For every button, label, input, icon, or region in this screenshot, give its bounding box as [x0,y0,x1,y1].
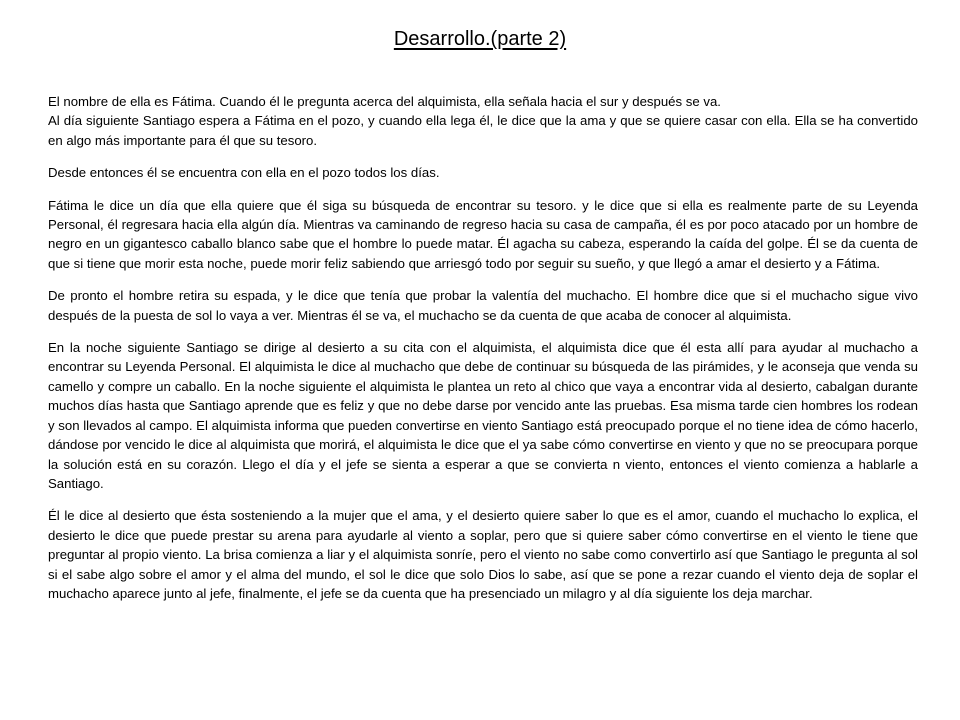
paragraph-spacer [48,493,918,506]
paragraph-7: Él le dice al desierto que ésta sosteniendo a la mujer que el ama, y el desierto quiere saber lo que es el amor, cuando el muchacho lo explica, el desierto le dice que puede prestar su arena para ayudarle al viento a soplar, pero que si quiere saber cómo convertirse en el viento le tiene que preguntar al propio viento. La brisa comienza a liar y el alquimista sonríe, pero el viento no sabe como convertirlo así que Santiago le pregunta al sol si el sabe algo sobre el amor y el alma del mundo, el sol le dice que solo Dios lo sabe, así que se pone a rezar cuando el viento deja de soplar el muchacho aparece junto al jefe, finalmente, el jefe se da cuenta que ha presenciado un milagro y al día siguiente los deja marchar. [48,508,918,601]
slide-title: Desarrollo.(parte 2) [393,28,567,50]
paragraph-4: Fátima le dice un día que ella quiere que él siga su búsqueda de encontrar su tesoro. y le dice que si ella es realmente parte de su Leyenda Personal, él regresara hacia ella algún día. Mientras va caminando de regreso hacia su casa de campaña, él es por poco atacado por un hombre de negro en un gigantesco caballo blanco sabe que el hombre lo puede matar. Él agacha su cabeza, esperando la caída del golpe. Él se da cuenta de que si tiene que morir esta noche, puede morir feliz sabiendo que arriesgó todo por seguir su sueño, y que llegó a amar el desierto y a Fátima. [48,197,918,271]
paragraph-2: Al día siguiente Santiago espera a Fátima en el pozo, y cuando ella lega él, le dice que la ama y que se quiere casar con ella. Ella se ha convertido en algo más importante para él que su tesoro. [48,113,918,148]
paragraph-spacer [48,325,918,338]
paragraph-spacer [48,150,918,163]
slide-body [48,92,918,603]
paragraph-5: De pronto el hombre retira su espada, y le dice que tenía que probar la valentía del muchacho. El hombre dice que si el muchacho sigue vivo después de la puesta de sol lo vaya a ver. Mientras él se va, el muchacho se da cuenta de que acaba de conocer al alquimista. [48,288,918,323]
paragraph-1: El nombre de ella es Fátima. Cuando él le pregunta acerca del alquimista, ella señala hacia el sur y después se va. [48,94,721,109]
paragraph-6: En la noche siguiente Santiago se dirige al desierto a su cita con el alquimista, el alquimista dice que él esta allí para ayudar al muchacho a encontrar su Leyenda Personal. El alquimista le dice al muchacho que debe de continuar su búsqueda de las pirámides, y le aconseja que venda su camello y compre un caballo. En la noche siguiente el alquimista le plantea un reto al chico que vaya a encontrar vida al desierto, cabalgan durante muchos días hasta que Santiago aprende que es feliz y que no debe darse por vencido ante las pruebas. Esa misma tarde cien hombres los rodean y son llevados al campo. El alquimista informa que pueden convertirse en viento Santiago está preocupado porque el no tiene idea de cómo hacerlo, dándose por vencido le dice al alquimista que morirá, el alquimista le dice que el ya sabe cómo convertirse en viento y que no se preocupara porque la solución está en su corazón. Llego el día y el jefe se sienta a esperar a que se convierta n viento, entonces el viento comienza a hablarle a Santiago. [48,340,918,491]
paragraph-3: Desde entonces él se encuentra con ella en el pozo todos los días. [48,165,440,181]
paragraph-spacer [48,273,918,286]
paragraph-spacer [48,183,918,196]
